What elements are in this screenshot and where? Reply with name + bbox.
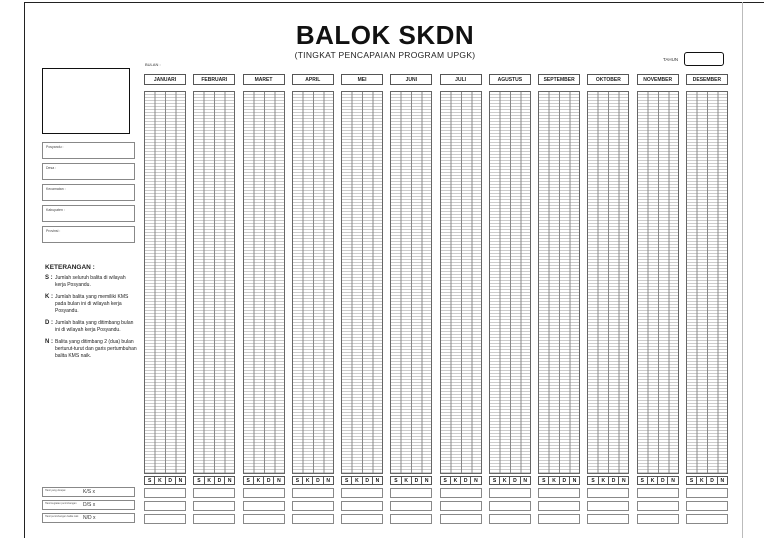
skdn-bar-grid[interactable] [489, 91, 531, 474]
field-label: Provinsi : [46, 229, 61, 233]
summary-cell[interactable] [686, 514, 728, 524]
skdn-label: D [363, 477, 373, 484]
month-header: OKTOBER [587, 74, 629, 85]
skdn-label: K [303, 477, 313, 484]
summary-row-ks[interactable] [42, 487, 135, 497]
month-header: DESEMBER [686, 74, 728, 85]
summary-cell[interactable] [243, 501, 285, 511]
skdn-label: N [621, 478, 626, 484]
month-column [587, 74, 629, 526]
month-header: MEI [341, 74, 383, 85]
ket-item-s [45, 275, 137, 289]
month-summary-cells [341, 488, 383, 527]
ket-desc: Jumlah balita yang ditimbang bulan ini di wilayah kerja Posyandu. [55, 320, 134, 333]
ket-desc: Balita yang ditimbang 2 (dua) bulan berturut-turut dan garis pertumbuhan balita KMS naik. [55, 339, 137, 359]
skdn-bar-grid[interactable] [440, 91, 482, 474]
month-summary-cells [637, 488, 679, 527]
summary-cell[interactable] [292, 488, 334, 498]
skdn-bar-grid[interactable] [144, 91, 186, 474]
ket-key: N : [45, 339, 53, 345]
month-summary-cells [243, 488, 285, 527]
skdn-label: N [178, 478, 183, 484]
summary-cell[interactable] [243, 488, 285, 498]
skdn-label: S [539, 477, 549, 484]
month-header: APRIL [292, 74, 334, 85]
summary-cell[interactable] [686, 501, 728, 511]
skdn-labels [637, 476, 679, 485]
month-summary-cells [686, 488, 728, 527]
month-column [144, 74, 186, 526]
skdn-labels [341, 476, 383, 485]
skdn-label: S [687, 477, 697, 484]
month-header: FEBRUARI [193, 74, 235, 85]
month-column [243, 74, 285, 526]
skdn-label: K [697, 477, 707, 484]
tahun-label: TAHUN [663, 57, 679, 62]
month-column [637, 74, 679, 526]
summary-cell[interactable] [440, 514, 482, 524]
summary-cell[interactable] [243, 514, 285, 524]
month-column [440, 74, 482, 526]
ket-item-d [45, 320, 137, 334]
skdn-label: S [244, 477, 254, 484]
skdn-bar-grid[interactable] [243, 91, 285, 474]
skdn-labels [538, 476, 580, 485]
skdn-labels [243, 476, 285, 485]
skdn-label: D [609, 477, 619, 484]
skdn-label: S [293, 477, 303, 484]
photo-box [42, 68, 130, 134]
month-header: JUNI [390, 74, 432, 85]
summary-cell[interactable] [193, 488, 235, 498]
ket-key: K : [45, 294, 53, 300]
summary-label: Hasil penimbangan balita naik [45, 515, 79, 518]
month-columns [144, 74, 728, 526]
skdn-bar-grid[interactable] [587, 91, 629, 474]
skdn-label: S [145, 477, 155, 484]
month-header: AGUSTUS [489, 74, 531, 85]
skdn-label: S [638, 477, 648, 484]
month-summary-cells [292, 488, 334, 527]
ket-key: D : [45, 320, 53, 326]
skdn-label: S [194, 477, 204, 484]
skdn-label: D [264, 477, 274, 484]
month-column [292, 74, 334, 526]
summary-cell[interactable] [193, 501, 235, 511]
skdn-label: N [474, 478, 478, 484]
skdn-label: K [254, 477, 264, 484]
skdn-label: K [205, 477, 215, 484]
skdn-label: K [155, 477, 165, 484]
skdn-label: N [424, 478, 429, 484]
month-summary-cells [193, 488, 235, 527]
ket-key: S : [45, 275, 53, 281]
skdn-label: D [461, 477, 471, 484]
field-label: Kecamatan : [46, 187, 66, 191]
summary-cell[interactable] [292, 514, 334, 524]
skdn-label: S [391, 477, 401, 484]
month-summary-cells [538, 488, 580, 527]
skdn-labels [686, 476, 728, 485]
skdn-label: S [490, 477, 500, 484]
skdn-label: K [451, 477, 461, 484]
summary-cell[interactable] [341, 501, 383, 511]
summary-label: Hasil yang dicapai [45, 489, 66, 492]
month-column [193, 74, 235, 526]
skdn-label: K [599, 477, 609, 484]
summary-cell[interactable] [637, 488, 679, 498]
skdn-bar-grid[interactable] [341, 91, 383, 474]
summary-cell[interactable] [144, 488, 186, 498]
skdn-label: S [342, 477, 352, 484]
skdn-label: D [707, 477, 717, 484]
bulan-label: BULAN : [145, 62, 161, 67]
summary-cell[interactable] [390, 501, 432, 511]
summary-cell[interactable] [292, 501, 334, 511]
ket-item-k [45, 294, 137, 315]
skdn-label: K [352, 477, 362, 484]
field-posyandu[interactable] [42, 142, 135, 159]
skdn-label: N [671, 478, 675, 484]
field-provinsi[interactable] [42, 226, 135, 243]
summary-cell[interactable] [587, 514, 629, 524]
month-column [686, 74, 728, 526]
summary-cell[interactable] [390, 488, 432, 498]
skdn-label: N [277, 478, 281, 484]
summary-cell[interactable] [587, 488, 629, 498]
skdn-label: S [588, 477, 598, 484]
info-fields [42, 142, 135, 247]
skdn-label: K [549, 477, 559, 484]
month-column [390, 74, 432, 526]
ket-item-n [45, 339, 137, 360]
skdn-labels [144, 476, 186, 485]
month-header: SEPTEMBER [538, 74, 580, 85]
month-column [341, 74, 383, 526]
field-label: Desa : [46, 166, 57, 170]
field-label: Posyandu : [46, 145, 64, 149]
skdn-label: N [523, 478, 528, 484]
skdn-labels [390, 476, 432, 485]
skdn-label: K [500, 477, 510, 484]
month-summary-cells [144, 488, 186, 527]
summary-label: Hasil kegiatan penimbangan [45, 502, 77, 505]
skdn-label: D [215, 477, 225, 484]
summary-cell[interactable] [637, 514, 679, 524]
skdn-label: N [720, 478, 725, 484]
ket-desc: Jumlah seluruh balita di wilayah kerja Posyandu. [55, 275, 126, 288]
month-summary-cells [587, 488, 629, 527]
summary-cell[interactable] [489, 501, 531, 511]
month-header: JANUARI [144, 74, 186, 85]
skdn-label: K [402, 477, 412, 484]
skdn-labels [440, 476, 482, 485]
summary-cell[interactable] [193, 514, 235, 524]
skdn-label: D [166, 477, 176, 484]
skdn-label: N [326, 478, 330, 484]
summary-cell[interactable] [144, 501, 186, 511]
summary-rows [42, 487, 135, 526]
summary-cell[interactable] [144, 514, 186, 524]
summary-formula: D/S x [83, 502, 96, 508]
summary-cell[interactable] [538, 488, 580, 498]
skdn-bar-grid[interactable] [292, 91, 334, 474]
skdn-bar-grid[interactable] [193, 91, 235, 474]
summary-row-nd[interactable] [42, 513, 135, 523]
skdn-bar-grid[interactable] [686, 91, 728, 474]
summary-cell[interactable] [686, 488, 728, 498]
summary-cell[interactable] [440, 501, 482, 511]
summary-cell[interactable] [390, 514, 432, 524]
summary-cell[interactable] [440, 488, 482, 498]
skdn-label: K [648, 477, 658, 484]
month-summary-cells [440, 488, 482, 527]
field-kabupaten[interactable] [42, 205, 135, 222]
summary-row-ds[interactable] [42, 500, 135, 510]
skdn-labels [292, 476, 334, 485]
summary-formula: N/D x [83, 515, 96, 521]
skdn-label: N [375, 478, 380, 484]
page-subtitle: (TINGKAT PENCAPAIAN PROGRAM UPGK) [294, 50, 476, 60]
month-header: JULI [440, 74, 482, 85]
month-column [538, 74, 580, 526]
summary-cell[interactable] [341, 514, 383, 524]
page-title: BALOK SKDN [295, 20, 475, 50]
skdn-bar-grid[interactable] [390, 91, 432, 474]
summary-cell[interactable] [587, 501, 629, 511]
field-label: Kabupaten : [46, 208, 65, 212]
skdn-bar-grid[interactable] [538, 91, 580, 474]
keterangan [45, 264, 137, 365]
month-header: MARET [243, 74, 285, 85]
month-column [489, 74, 531, 526]
field-desa[interactable] [42, 163, 135, 180]
summary-cell[interactable] [538, 514, 580, 524]
ket-desc: Jumlah balita yang memiliki KMS pada bulan ini di wilayah kerja Posyandu. [55, 294, 129, 314]
summary-formula: K/S x [83, 489, 95, 495]
right-edge-line [742, 2, 743, 538]
summary-cell[interactable] [637, 501, 679, 511]
skdn-label: N [227, 478, 232, 484]
skdn-bar-grid[interactable] [637, 91, 679, 474]
skdn-label: N [572, 478, 577, 484]
summary-cell[interactable] [489, 488, 531, 498]
skdn-label: D [412, 477, 422, 484]
skdn-label: S [441, 477, 451, 484]
skdn-label: D [313, 477, 323, 484]
month-summary-cells [390, 488, 432, 527]
skdn-label: D [658, 477, 668, 484]
skdn-labels [193, 476, 235, 485]
skdn-label: D [560, 477, 570, 484]
field-kecamatan[interactable] [42, 184, 135, 201]
tahun-box[interactable] [684, 52, 724, 66]
keterangan-heading: KETERANGAN : [45, 264, 95, 271]
summary-cell[interactable] [341, 488, 383, 498]
summary-cell[interactable] [489, 514, 531, 524]
summary-cell[interactable] [538, 501, 580, 511]
month-summary-cells [489, 488, 531, 527]
skdn-labels [489, 476, 531, 485]
month-header: NOVEMBER [637, 74, 679, 85]
skdn-label: D [510, 477, 520, 484]
skdn-labels [587, 476, 629, 485]
